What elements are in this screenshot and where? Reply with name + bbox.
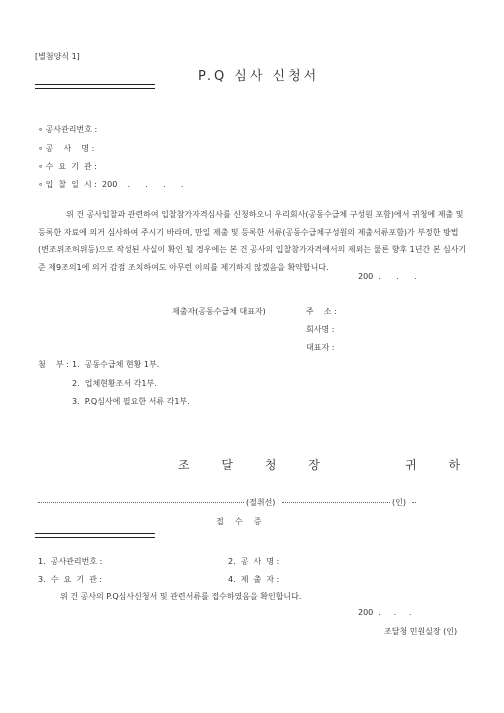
submitter-label: 제출자(공동수급체 대표자) [172, 307, 266, 316]
field-project-no [38, 124, 97, 135]
attachments-label: 첨 부 : [38, 360, 69, 369]
receipt-confirmation: 위 건 공사의 P.Q심사신청서 및 관련서류를 접수하였음을 확인합니다. [60, 592, 302, 601]
receipt-title: 접 수 증 [216, 517, 264, 526]
bullet: ∘ [38, 162, 44, 171]
receipt-underline [35, 533, 155, 534]
receipt-project-name: 2. 공 사 명 : [228, 557, 280, 566]
bullet: ∘ [38, 144, 44, 153]
cut-line-right [412, 502, 416, 503]
receipt-underline-2 [35, 537, 155, 538]
receipt-submitter: 4. 제 출 자 : [228, 575, 280, 584]
addressee: 조 달 청 장 귀 하 [178, 458, 475, 472]
cut-line-label: (절취선) [246, 498, 276, 507]
field-label: 공사관리번호 : [45, 125, 98, 134]
form-tag: [별첨양식 1] [35, 52, 80, 61]
submitter-address: 주 소 : [306, 307, 337, 316]
body-paragraph: 위 건 공사입찰과 관련하여 입찰참가자격심사를 신청하오니 우리회사(공동수급체 구성원 포함)에서 귀청에 제출 및 등록한 자료에 의거 심사하여 주시기 바라며, 만일 제출 및 등록한 서류(공동수급체구성원의 제출서류포함)가 부정한 방법(변조위조허위등)으로 작성된 사실이 확인 될 경우에는 본 건 공사의 입찰참가자격에서의 제외는 물론 향후 1년간 본 심사기준 제9조의1에 의거 감점 조치하여도 아무런 이의를 제기하지 않겠음을 확약합니다. [38, 210, 467, 272]
page-title: P.Q 심사 신청서 [198, 69, 320, 84]
submitter-company: 회사명 : [306, 325, 335, 334]
cut-line-left [38, 502, 244, 503]
field-label: 수 요 기 관 : [45, 162, 97, 171]
receipt-project-no: 1. 공사관리번호 : [38, 557, 103, 566]
bullet: ∘ [38, 125, 44, 134]
field-agency [38, 161, 97, 172]
bullet: ∘ [38, 180, 44, 189]
receipt-signer: 조달청 민원실장 (인) [384, 627, 458, 636]
attachment-item: 3. P.Q심사에 필요한 서류 각1부. [72, 397, 190, 406]
field-label: 입 찰 일 시 : 200 . . . . [45, 180, 184, 189]
field-bid-date [38, 179, 183, 190]
field-label: 공 사 명 : [45, 144, 95, 153]
title-underline-2 [35, 88, 155, 89]
cut-line-middle [282, 502, 390, 503]
submitter-ceo: 대표자 : [306, 343, 335, 352]
attachment-item: 2. 업체현황조서 각1부. [72, 379, 157, 388]
attachment-item: 1. 공동수급체 현황 1부. [72, 360, 160, 369]
receipt-date: 200 . . . [358, 608, 412, 617]
cut-seal-mark: (인) [392, 498, 406, 507]
field-project-name [38, 143, 94, 154]
title-underline [35, 84, 155, 85]
date-line: 200 . . . [358, 272, 417, 281]
receipt-agency: 3. 수 요 기 관 : [38, 575, 103, 584]
